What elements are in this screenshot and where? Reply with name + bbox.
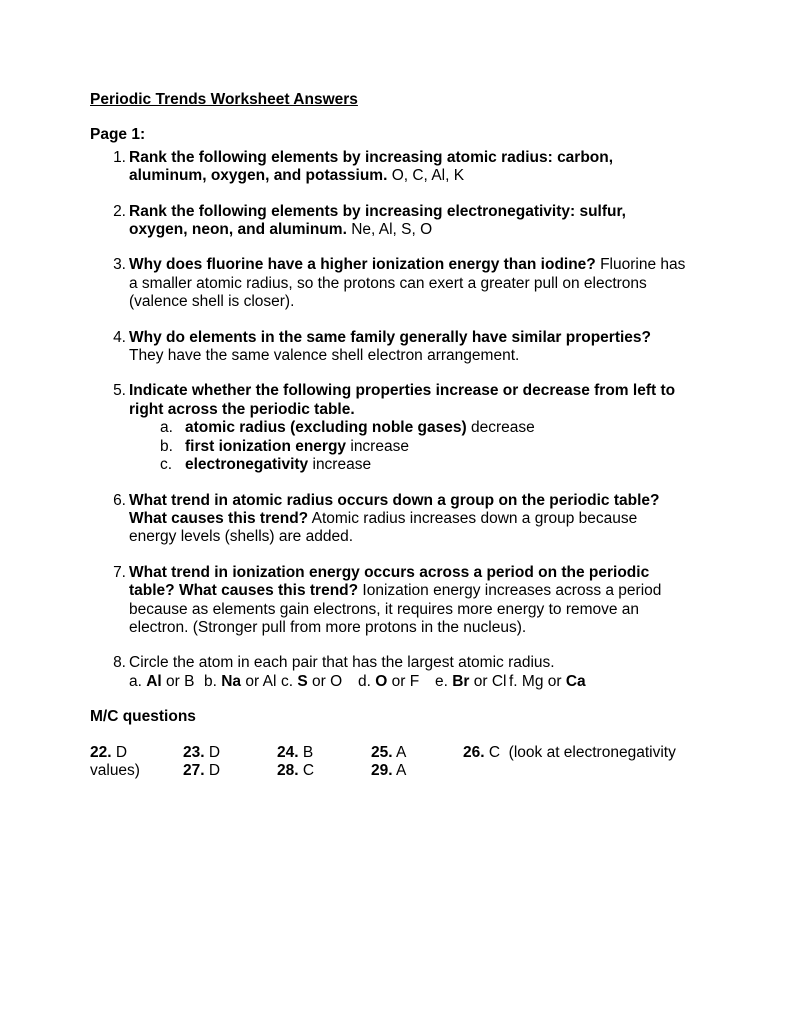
mc-answer-28 [277,762,371,780]
question-line [129,329,751,347]
bold-text-segment: S [297,672,308,690]
question-number: 4. [113,328,126,346]
text-segment: values) [90,761,140,779]
text-segment: f. Mg or [509,672,566,690]
text-segment: D [204,743,221,761]
text-segment: Ne, Al, S, O [346,221,433,239]
question-line [129,256,751,274]
text-segment: B [298,743,314,761]
bold-text-segment: 25. [371,743,393,761]
bold-text-segment: table? What causes this trend? [129,582,359,600]
text-segment: electron. (Stronger pull from more protons in the nucleus). [129,618,527,636]
text-segment: C (look at electronegativity [484,743,676,761]
bold-text-segment: 26. [463,743,485,761]
question-line [129,347,751,365]
question-number: 7. [113,563,126,581]
text-segment: They have the same valence shell electron arrangement. [129,347,520,365]
question-6 [90,492,751,547]
question-line [129,382,751,400]
bold-text-segment: atomic radius (excluding noble gases) [185,419,467,437]
text-segment: D [204,761,221,779]
question-1 [90,149,751,186]
question-body [129,564,751,638]
bold-text-segment: electronegativity [185,456,309,474]
bold-text-segment: O [375,672,388,690]
bold-text-segment: Ca [565,672,586,690]
mc-answer-row-1 [90,744,751,762]
subitem-line [185,456,371,474]
question-line [129,564,751,582]
question-body [129,149,751,186]
text-segment: increase [308,456,372,474]
question-line [129,293,751,311]
atomic-radius-pairs-line [129,673,751,691]
mc-questions-heading: M/C questions [90,708,196,726]
text-segment: or Al [241,672,277,690]
bold-text-segment: Rank the following elements by increasing atomic radius: carbon, [129,148,614,166]
mc-answer-27 [183,762,277,780]
text-segment: decrease [466,419,535,437]
text-segment: (valence shell is closer). [129,293,295,311]
pair-d [358,673,435,691]
subitem-a [129,419,751,437]
bold-text-segment: 27. [183,761,205,779]
question-body [129,654,751,691]
bold-text-segment: right across the periodic table. [129,400,355,418]
question-number: 1. [113,148,126,166]
question-4 [90,329,751,366]
question-line [129,619,751,637]
question-number: 8. [113,654,126,672]
mc-answer-25 [371,744,463,762]
bold-text-segment: 29. [371,761,393,779]
question-number: 6. [113,491,126,509]
question-line [129,582,751,600]
text-segment: O, C, Al, K [387,167,465,185]
question-7 [90,564,751,638]
question-body [129,492,751,547]
text-segment: a. [129,672,147,690]
text-segment: or O [307,672,343,690]
text-segment: e. [435,672,453,690]
bold-text-segment: Indicate whether the following properties increase or decrease from left to [129,382,676,400]
question-line [129,492,751,510]
text-segment: or Cl [469,672,507,690]
text-segment: d. [358,672,376,690]
text-segment: a smaller atomic radius, so the protons can exert a greater pull on electrons [129,274,647,292]
question-8 [90,654,751,691]
text-segment: or B [161,672,195,690]
bold-text-segment: 22. [90,743,112,761]
bold-text-segment: aluminum, oxygen, and potassium. [129,167,388,185]
question-3 [90,256,751,311]
text-segment: increase [346,437,409,455]
text-segment: Fluorine has [595,256,686,274]
text-segment: C [298,761,315,779]
bold-text-segment: Rank the following elements by increasing electronegativity: sulfur, [129,202,626,220]
pair-a [129,673,204,691]
question-body [129,203,751,240]
text-segment: A [392,743,407,761]
mc-answer-row-2 [90,762,751,780]
mc-answer-23 [183,744,277,762]
question-line [129,654,751,672]
question-line [129,275,751,293]
text-segment: or F [387,672,420,690]
subitem-b [129,438,751,456]
question-line [129,401,751,419]
subitem-c [129,456,751,474]
pair-e [435,673,509,691]
question-body [129,256,751,311]
question-line [129,149,751,167]
question-number: 2. [113,202,126,220]
question-2 [90,203,751,240]
subitem-line [185,419,535,437]
question-number: 3. [113,256,126,274]
bold-text-segment: first ionization energy [185,437,347,455]
mc-answer-29 [371,762,463,780]
subitem-marker: a. [160,419,173,437]
bold-text-segment: Br [452,672,470,690]
text-segment: D [111,743,128,761]
question-line [129,601,751,619]
text-segment: Ionization energy increases across a period [358,582,662,600]
bold-text-segment: Why do elements in the same family generally have similar properties? [129,328,652,346]
mc-answer-26 [463,744,676,762]
subitem-marker: b. [160,437,173,455]
bold-text-segment: oxygen, neon, and aluminum. [129,221,347,239]
bold-text-segment: 28. [277,761,299,779]
text-segment: energy levels (shells) are added. [129,528,354,546]
bold-text-segment: 23. [183,743,205,761]
question-body [129,382,751,474]
subitem-line [185,438,409,456]
text-segment: b. [204,672,222,690]
question-line [129,510,751,528]
page-label: Page 1: [90,126,146,144]
question-line [129,528,751,546]
question-5 [90,382,751,474]
bold-text-segment: 24. [277,743,299,761]
mc-answer-26-continuation [90,762,183,780]
bold-text-segment: What trend in ionization energy occurs across a period on the periodic [129,563,650,581]
pair-c [281,673,358,691]
bold-text-segment: What trend in atomic radius occurs down a group on the periodic table? [129,491,660,509]
bold-text-segment: Na [221,672,242,690]
mc-answer-24 [277,744,371,762]
bold-text-segment: Al [146,672,162,690]
question-line [129,167,751,185]
pair-b [204,673,281,691]
question-line [129,203,751,221]
pair-f [509,673,586,691]
mc-answer-22 [90,744,183,762]
text-segment: c. [281,672,298,690]
question-number: 5. [113,382,126,400]
document-title: Periodic Trends Worksheet Answers [90,91,358,108]
question-body [129,329,751,366]
text-segment: Atomic radius increases down a group because [308,509,638,527]
subitem-marker: c. [160,456,173,474]
text-segment: because as elements gain electrons, it requires more energy to remove an [129,600,640,618]
bold-text-segment: Why does fluorine have a higher ionization energy than iodine? [129,256,596,274]
question-line [129,221,751,239]
text-segment: Circle the atom in each pair that has the largest atomic radius. [129,654,555,672]
text-segment: A [392,761,407,779]
bold-text-segment: What causes this trend? [129,509,309,527]
